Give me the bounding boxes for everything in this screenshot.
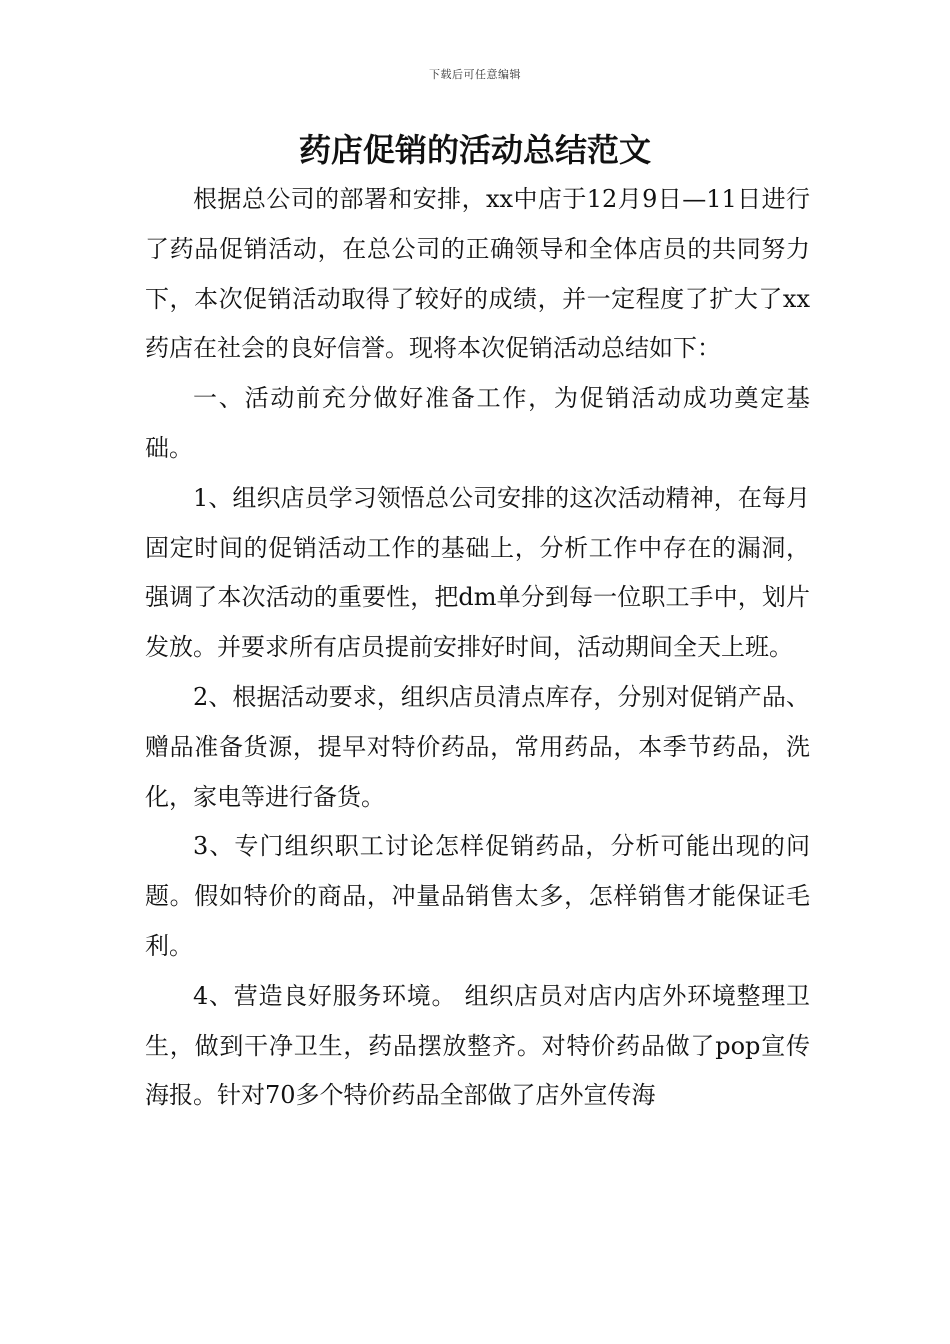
paragraph-item-2: 2、根据活动要求，组织店员清点库存，分别对促销产品、赠品准备货源，提早对特价药品，常用药品，本季节药品，洗化，家电等进行备货。	[145, 682, 810, 811]
document-title: 药店促销的活动总结范文	[298, 131, 651, 169]
paragraph-intro: 根据总公司的部署和安排，xx中店于12月9日—11日进行了药品促销活动，在总公司的正确领导和全体店员的共同努力下，本次促销活动取得了较好的成绩，并一定程度了扩大了xx药店在社会的良好信誉。现将本次促销活动总结如下：	[145, 185, 810, 363]
paragraph-item-1: 1、组织店员学习领悟总公司安排的这次活动精神，在每月固定时间的促销活动工作的基础上，分析工作中存在的漏洞，强调了本次活动的重要性，把dm单分到每一位职工手中，划片发放。并要求所有店员提前安排好时间，活动期间全天上班。	[145, 483, 810, 662]
header-note: 下载后可任意编辑	[429, 68, 521, 81]
paragraph-section-1: 一、活动前充分做好准备工作，为促销活动成功奠定基础。	[145, 384, 810, 462]
document-body	[145, 175, 810, 1121]
paragraph-item-4: 4、营造良好服务环境。 组织店员对店内店外环境整理卫生，做到干净卫生，药品摆放整齐。对特价药品做了pop宣传海报。针对70多个特价药品全部做了店外宣传海	[145, 981, 810, 1110]
paragraph-item-3: 3、专门组织职工讨论怎样促销药品，分析可能出现的问题。假如特价的商品，冲量品销售太多，怎样销售才能保证毛利。	[145, 832, 810, 960]
